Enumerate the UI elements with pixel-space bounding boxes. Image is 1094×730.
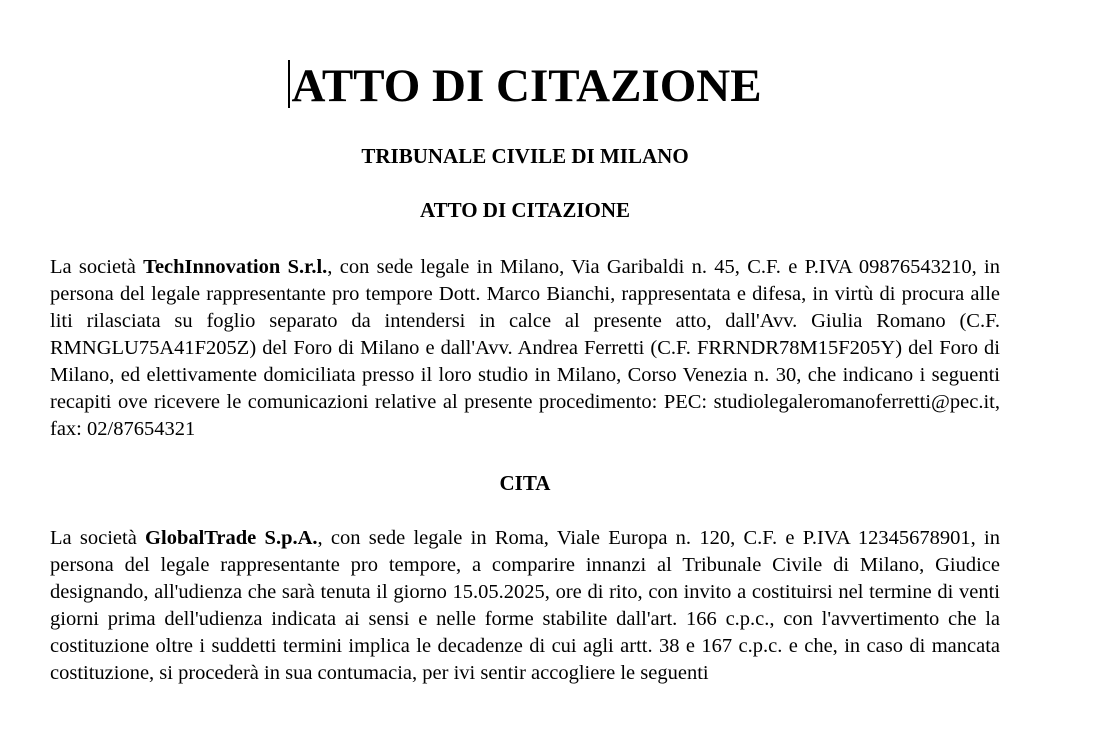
plaintiff-name[interactable]: TechInnovation S.r.l. bbox=[143, 256, 328, 278]
court-heading[interactable]: TRIBUNALE CIVILE DI MILANO bbox=[361, 144, 689, 168]
defendant-paragraph[interactable] bbox=[50, 525, 1000, 687]
plaintiff-paragraph[interactable] bbox=[50, 254, 1000, 443]
cita-heading[interactable]: CITA bbox=[499, 471, 551, 495]
document-title-line[interactable] bbox=[0, 56, 1050, 116]
plaintiff-prefix[interactable]: La società bbox=[50, 256, 144, 278]
plaintiff-text[interactable]: , con sede legale in Milano, Via Garibaldi n. 45, C.F. e P.IVA 09876543210, in persona del legale rappresentante pro tempore Dott. Marco Bianchi, rappresentata e difesa, in virtù di procura alle liti rilasciata su foglio separato da intendersi in calce al presente atto, dall'Avv. Giulia Romano (C.F. RMNGLU75A41F205Z) del Foro di Milano e dall'Avv. Andrea Ferretti (C.F. FRRNDR78M15F205Y) del Foro di Milano, ed elettivamente domiciliata presso il loro studio in Milano, Corso Venezia n. 30, che indicano i seguenti recapiti ove ricevere le comunicazioni relative al presente procedimento: PEC: studiolegaleromanoferretti@pec.it, fax: 02/87654321 bbox=[50, 256, 1000, 440]
defendant-prefix[interactable]: La società bbox=[50, 527, 146, 549]
document-title[interactable]: ATTO DI CITAZIONE bbox=[291, 60, 762, 112]
act-heading[interactable]: ATTO DI CITAZIONE bbox=[419, 198, 631, 222]
defendant-text[interactable]: , con sede legale in Roma, Viale Europa n. 120, C.F. e P.IVA 12345678901, in persona del legale rappresentante pro tempore, a comparire innanzi al Tribunale Civile di Milano, Giudice designando, all'udienza che sarà tenuta il giorno 15.05.2025, ore di rito, con invito a costituirsi nel termine di venti giorni prima dell'udienza indicata ai sensi e nelle forme stabilite dall'art. 166 c.p.c., con l'avvertimento che la costituzione oltre i suddetti termini implica le decadenze di cui agli artt. 38 e 167 c.p.c. e che, in caso di mancata costituzione, si procederà in sua contumacia, per ivi sentir accogliere le seguenti bbox=[50, 527, 1000, 684]
defendant-name[interactable]: GlobalTrade S.p.A. bbox=[145, 527, 318, 549]
